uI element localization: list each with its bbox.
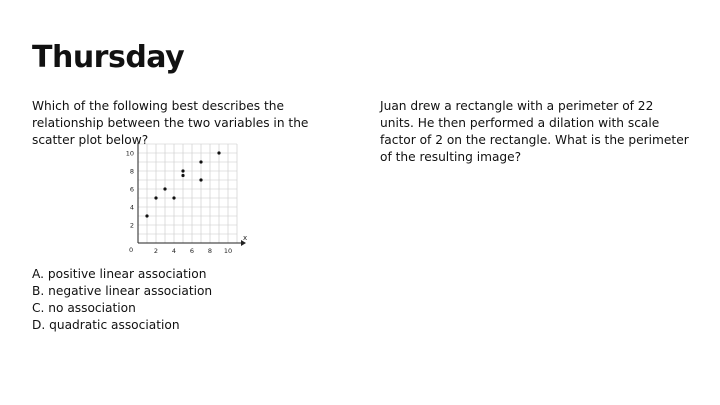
x-tick-label: 6 — [189, 247, 195, 255]
right-question — [380, 98, 690, 166]
y-tick-label: 4 — [129, 203, 134, 212]
scatter-plot — [110, 143, 250, 263]
choice-d[interactable]: D. quadratic association — [32, 318, 180, 332]
slide-title: Thursday — [32, 40, 185, 75]
data-point — [181, 174, 184, 177]
right-question-prompt: Juan drew a rectangle with a perimeter of 22 units. He then performed a dilation with scale factor of 2 on the rectangle. What is the perimeter of the resulting image? — [380, 99, 689, 164]
data-point — [199, 160, 202, 163]
x-tick-label: 8 — [207, 247, 213, 255]
data-point — [163, 187, 166, 190]
scatter-plot-svg — [110, 143, 250, 263]
y-tick-label: 8 — [129, 167, 134, 176]
choice-a[interactable]: A. positive linear association — [32, 267, 207, 281]
left-question-prompt: Which of the following best describes the relationship between the two variables in the scatter plot below? — [32, 99, 309, 147]
left-question — [32, 98, 322, 149]
x-tick-label: 4 — [171, 247, 177, 255]
origin-label: 0 — [129, 246, 134, 254]
data-point — [145, 214, 148, 217]
choice-b[interactable]: B. negative linear association — [32, 284, 213, 298]
y-tick-label: 2 — [129, 221, 134, 230]
data-point — [172, 196, 175, 199]
x-axis-label: x — [243, 234, 248, 242]
choice-c[interactable]: C. no association — [32, 301, 136, 315]
y-tick-label: 10 — [125, 149, 134, 158]
data-point — [181, 169, 184, 172]
data-point — [217, 151, 220, 154]
answer-choices — [32, 266, 322, 334]
y-tick-label: 6 — [129, 185, 134, 194]
x-tick-label: 2 — [153, 247, 159, 255]
x-tick-label: 10 — [223, 247, 233, 255]
data-point — [199, 178, 202, 181]
data-point — [154, 196, 157, 199]
